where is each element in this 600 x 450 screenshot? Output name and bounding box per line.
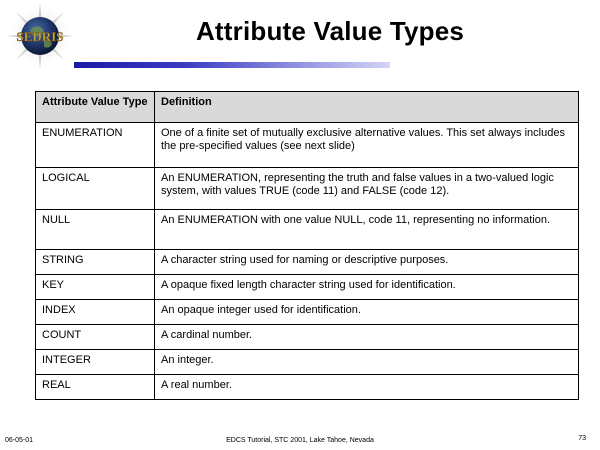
cell-definition: A character string used for naming or descriptive purposes. bbox=[155, 250, 579, 275]
cell-type: ENUMERATION bbox=[36, 123, 155, 168]
table-row bbox=[36, 350, 579, 375]
cell-definition: An ENUMERATION with one value NULL, code 11, representing no information. bbox=[155, 210, 579, 250]
cell-type: REAL bbox=[36, 375, 155, 400]
column-header-definition: Definition bbox=[155, 92, 579, 123]
column-header-type: Attribute Value Type bbox=[36, 92, 155, 123]
cell-type: KEY bbox=[36, 275, 155, 300]
table-row bbox=[36, 275, 579, 300]
page-title: Attribute Value Types bbox=[195, 16, 465, 46]
title-underline-bar bbox=[74, 62, 390, 68]
cell-type: INTEGER bbox=[36, 350, 155, 375]
table-row bbox=[36, 300, 579, 325]
cell-definition: A cardinal number. bbox=[155, 325, 579, 350]
table-row bbox=[36, 325, 579, 350]
cell-type: NULL bbox=[36, 210, 155, 250]
cell-definition: A real number. bbox=[155, 375, 579, 400]
table-header-row bbox=[36, 92, 579, 123]
svg-text:SEDRIS: SEDRIS bbox=[16, 29, 64, 44]
cell-definition: A opaque fixed length character string used for identification. bbox=[155, 275, 579, 300]
cell-type: INDEX bbox=[36, 300, 155, 325]
cell-type: STRING bbox=[36, 250, 155, 275]
attribute-value-types-table bbox=[35, 91, 579, 400]
cell-definition: An integer. bbox=[155, 350, 579, 375]
table-row bbox=[36, 210, 579, 250]
cell-definition: An ENUMERATION, representing the truth and false values in a two-valued logic system, with values TRUE (code 11) and FALSE (code 12). bbox=[155, 168, 579, 210]
table-row bbox=[36, 250, 579, 275]
table-row bbox=[36, 123, 579, 168]
footer-date: 06-05-01 bbox=[5, 437, 34, 444]
sedris-logo bbox=[6, 2, 74, 70]
footer-caption: EDCS Tutorial, STC 2001, Lake Tahoe, Nevada bbox=[226, 437, 374, 444]
table-row bbox=[36, 375, 579, 400]
cell-definition: An opaque integer used for identification. bbox=[155, 300, 579, 325]
globe-logo-icon bbox=[6, 2, 74, 70]
cell-definition: One of a finite set of mutually exclusive alternative values. This set always includes the pre-specified values (see next slide) bbox=[155, 123, 579, 168]
page-number: 73 bbox=[578, 435, 586, 442]
cell-type: LOGICAL bbox=[36, 168, 155, 210]
cell-type: COUNT bbox=[36, 325, 155, 350]
table-row bbox=[36, 168, 579, 210]
